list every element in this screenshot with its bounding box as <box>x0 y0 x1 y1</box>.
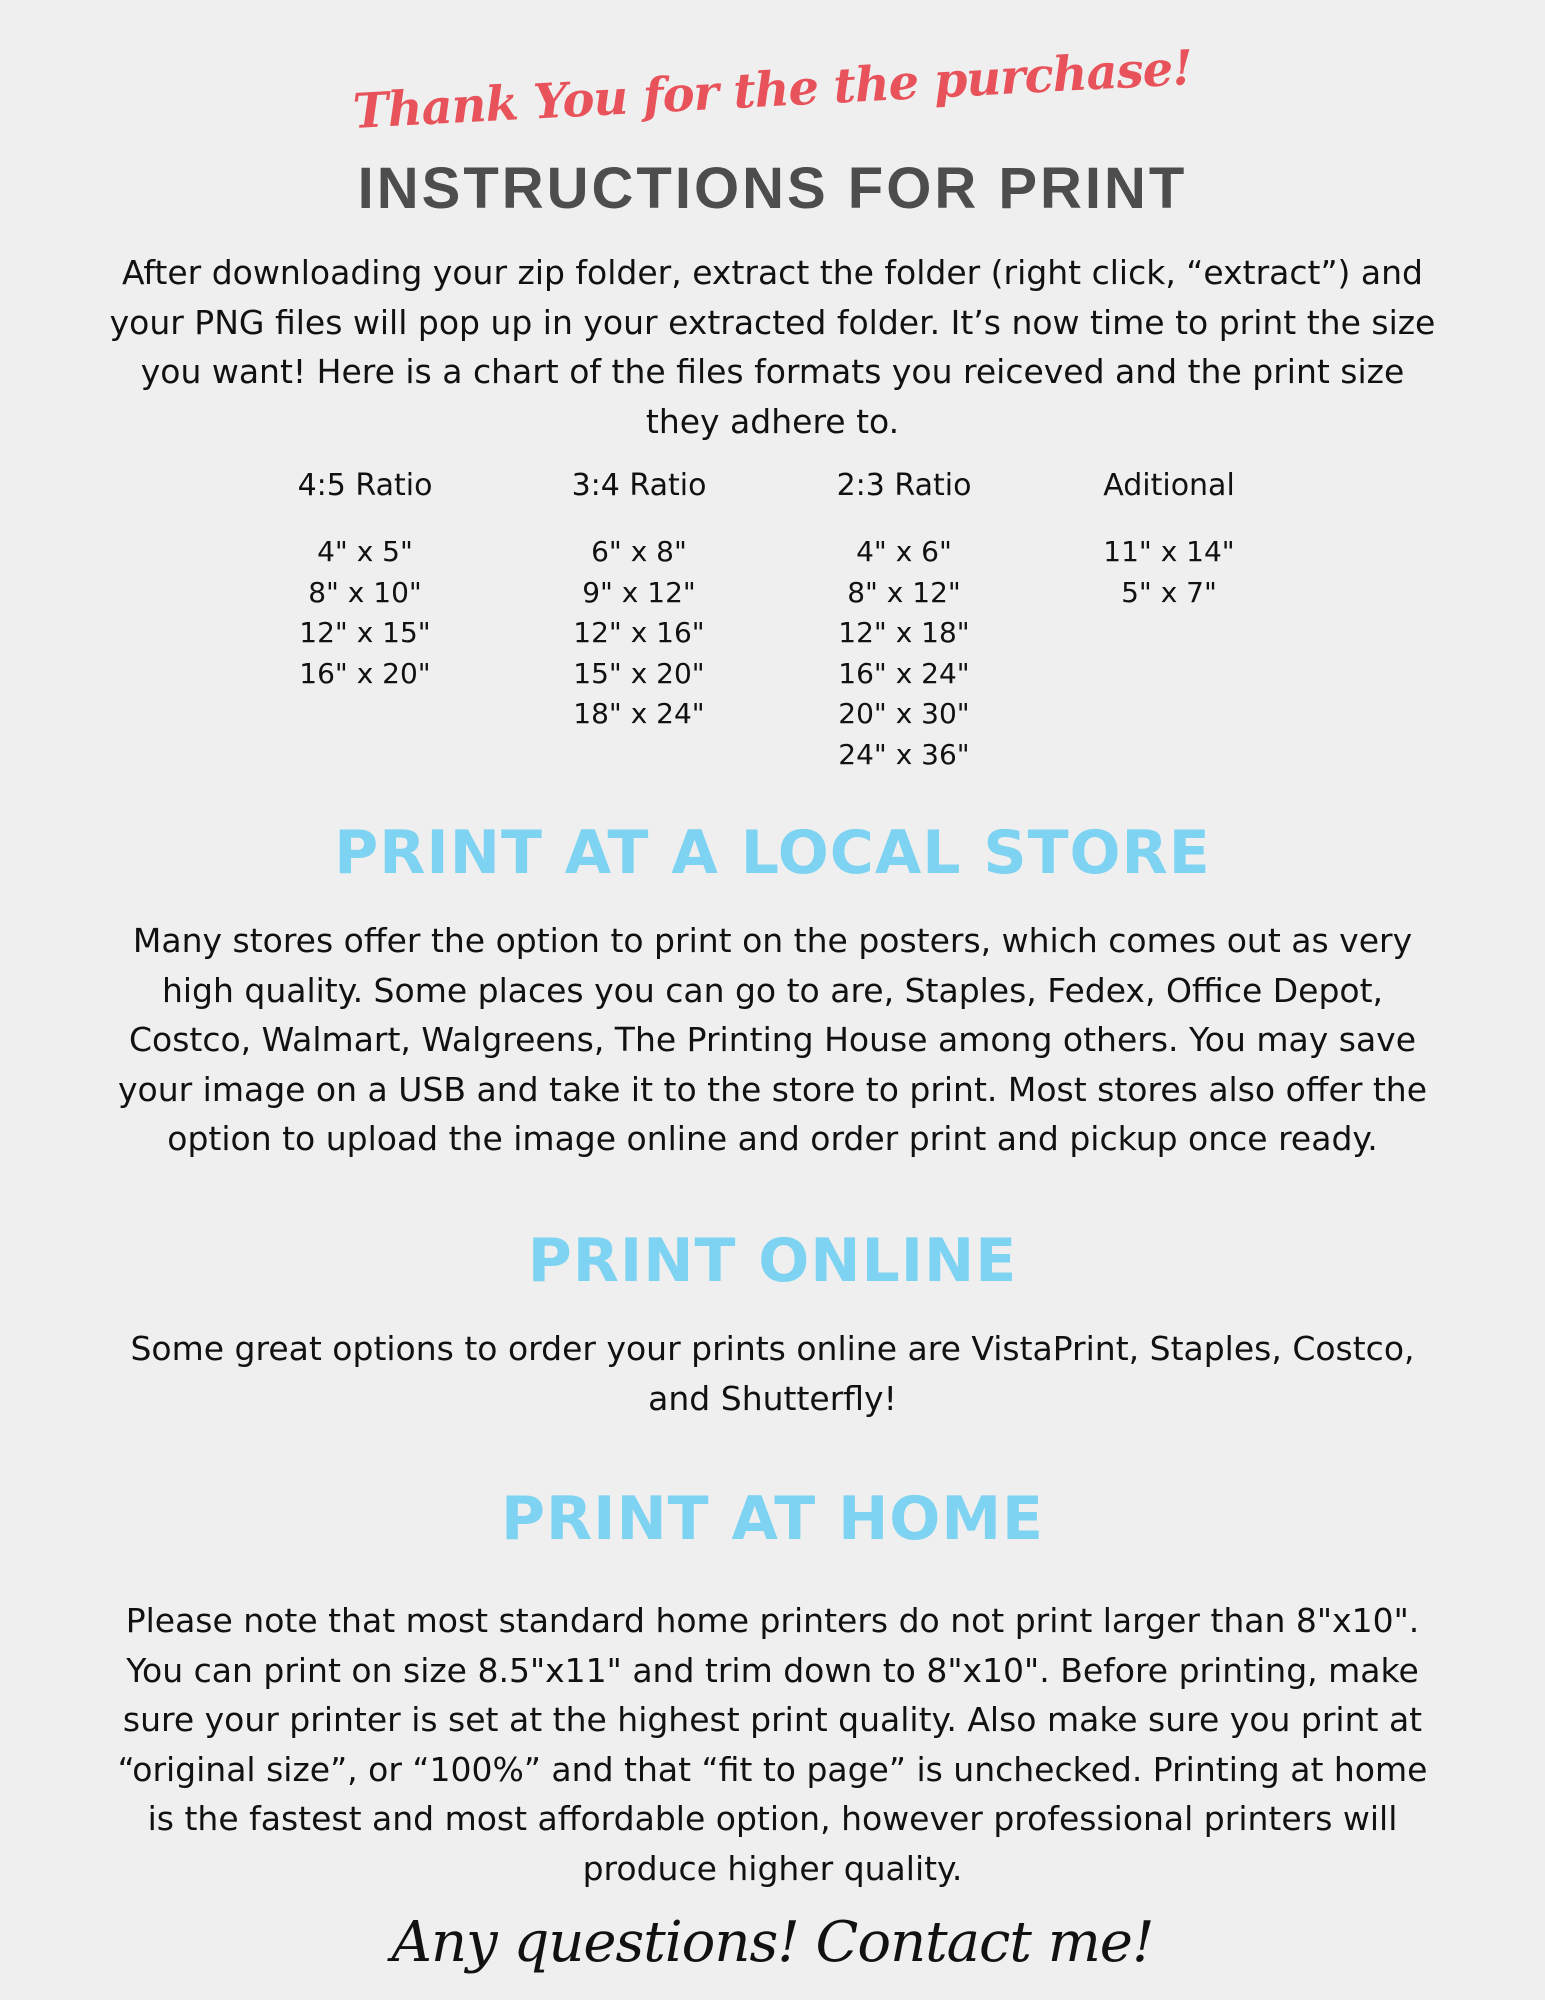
print-size-chart <box>0 462 1545 792</box>
size-list <box>245 532 485 694</box>
size-column-heading: 4:5 Ratio <box>297 468 433 503</box>
size-item: 15" x 20" <box>573 656 705 690</box>
size-item: 12" x 16" <box>573 616 705 649</box>
intro-paragraph: After downloading your zip folder, extract the folder (right click, “extract”) and your PNG files will pop up in your extracted folder. It’s now time to print the size you want! Here is a chart of the files formats you reiceved and the print size they adhere to. <box>109 253 1436 441</box>
home-heading: PRINT AT HOME <box>500 1484 1045 1554</box>
size-list <box>784 532 1024 775</box>
size-column-heading: 3:4 Ratio <box>571 468 707 503</box>
page-title: INSTRUCTIONS FOR PRINT <box>357 156 1188 221</box>
home-paragraph: Please note that most standard home printers do not print larger than 8"x10". You can print on size 8.5"x11" and trim down to 8"x10". Before printing, make sure your printer is set at the highest print quality. Also make sure you print at “original size”, or “100%” and that “fit to page” is unchecked. Printing at home is the fastest and most affordable option, however professional printers will produce higher quality. <box>117 1601 1428 1888</box>
size-item: 8" x 10" <box>308 575 422 609</box>
size-column-4-5 <box>245 462 485 694</box>
size-item: 11" x 14" <box>1103 535 1235 568</box>
size-item: 5" x 7" <box>1121 575 1217 609</box>
online-paragraph: Some great options to order your prints online are VistaPrint, Staples, Costco, and Shutterfly! <box>130 1329 1415 1418</box>
size-item: 12" x 18" <box>838 616 970 649</box>
size-column-2-3 <box>784 462 1024 775</box>
size-column-additional <box>1049 462 1289 613</box>
online-heading: PRINT ONLINE <box>527 1226 1018 1296</box>
size-item: 24" x 36" <box>838 737 970 771</box>
size-list <box>519 532 759 735</box>
size-item: 18" x 24" <box>573 697 705 730</box>
size-item: 20" x 30" <box>838 697 970 730</box>
size-item: 12" x 15" <box>299 616 431 649</box>
local-store-heading: PRINT AT A LOCAL STORE <box>334 818 1211 888</box>
size-item: 6" x 8" <box>591 535 687 568</box>
contact-message: Any questions! Contact me! <box>391 1910 1154 1975</box>
thank-you-heading: Thank You for the the purchase! <box>351 40 1194 140</box>
size-item: 16" x 24" <box>838 656 970 690</box>
local-store-paragraph: Many stores offer the option to print on the posters, which comes out as very high quality. Some places you can go to are, Staples, Fedex, Office Depot, Costco, Walmart, Walgreens, The Printing House among others. You may save your image on a USB and take it to the store to print. Most stores also offer the option to upload the image online and order print and pickup once ready. <box>117 921 1428 1158</box>
size-column-3-4 <box>519 462 759 735</box>
size-item: 9" x 12" <box>582 575 696 609</box>
size-item: 4" x 5" <box>317 535 413 568</box>
size-column-heading: Aditional <box>1103 468 1235 503</box>
size-item: 8" x 12" <box>847 575 961 609</box>
size-column-heading: 2:3 Ratio <box>836 468 972 503</box>
size-item: 4" x 6" <box>856 535 952 568</box>
size-item: 16" x 20" <box>299 656 431 690</box>
size-list <box>1049 532 1289 613</box>
